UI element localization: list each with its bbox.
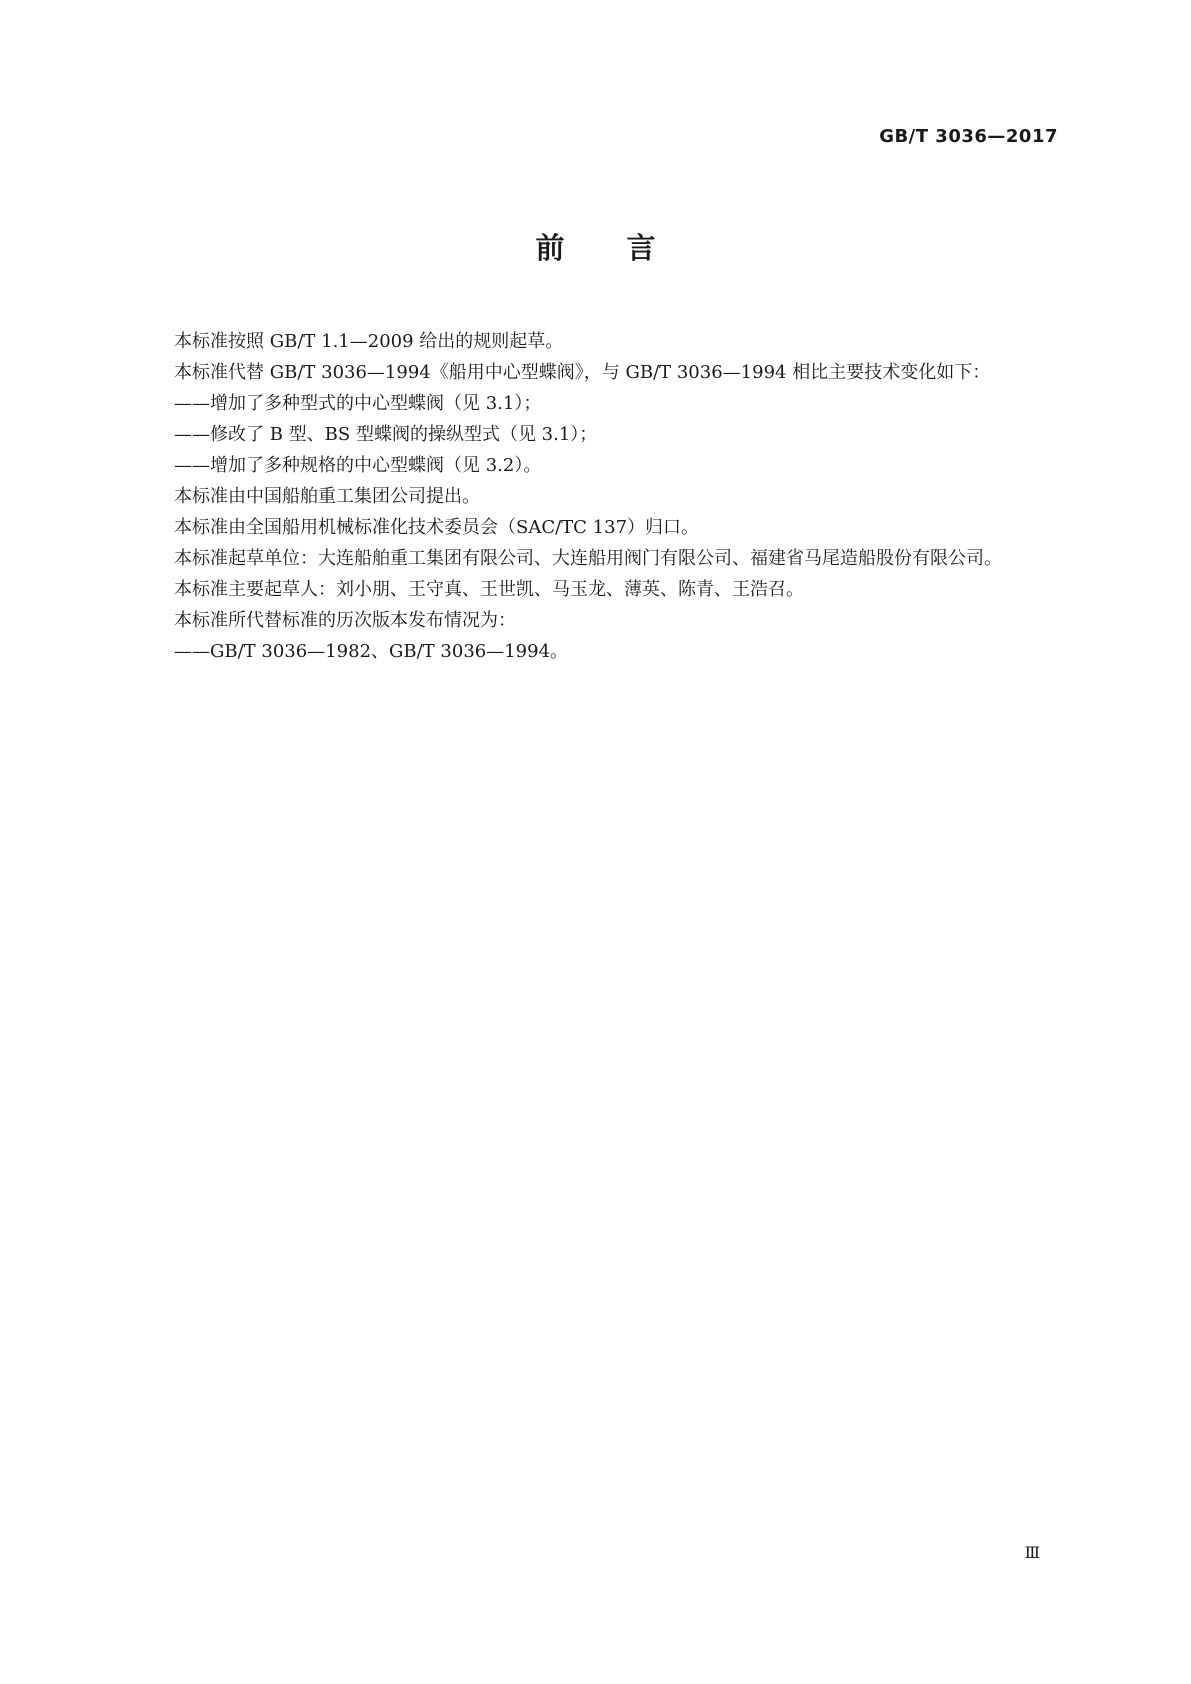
change-item: ——增加了多种规格的中心型蝶阀（见 3.2）。 <box>174 455 542 476</box>
page-number: Ⅲ <box>1024 1543 1040 1562</box>
paragraph-drafting-rules: 本标准按照 GB/T 1.1—2009 给出的规则起草。 <box>174 331 564 352</box>
paragraph-proposer: 本标准由中国船舶重工集团公司提出。 <box>174 486 480 507</box>
standard-number: GB/T 3036—2017 <box>879 126 1058 147</box>
change-item: ——增加了多种型式的中心型蝶阀（见 3.1）； <box>174 393 542 414</box>
change-item: ——修改了 B 型、BS 型蝶阀的操纵型式（见 3.1）； <box>174 424 598 445</box>
page-title: 前言 <box>535 231 718 265</box>
paragraph-committee: 本标准由全国船用机械标准化技术委员会（SAC/TC 137）归口。 <box>174 517 700 538</box>
paragraph-drafters: 本标准主要起草人：刘小朋、王守真、王世凯、马玉龙、薄英、陈青、王浩召。 <box>174 579 804 600</box>
paragraph-history-intro: 本标准所代替标准的历次版本发布情况为： <box>174 610 516 631</box>
paragraph-replacement: 本标准代替 GB/T 3036—1994《船用中心型蝶阀》，与 GB/T 3036—1994 相比主要技术变化如下： <box>174 362 991 383</box>
history-item: ——GB/T 3036—1982、GB/T 3036—1994。 <box>174 641 569 662</box>
paragraph-drafting-units: 本标准起草单位：大连船舶重工集团有限公司、大连船用阀门有限公司、福建省马尾造船股份有限公司。 <box>174 548 1002 569</box>
foreword-body <box>133 326 1059 667</box>
